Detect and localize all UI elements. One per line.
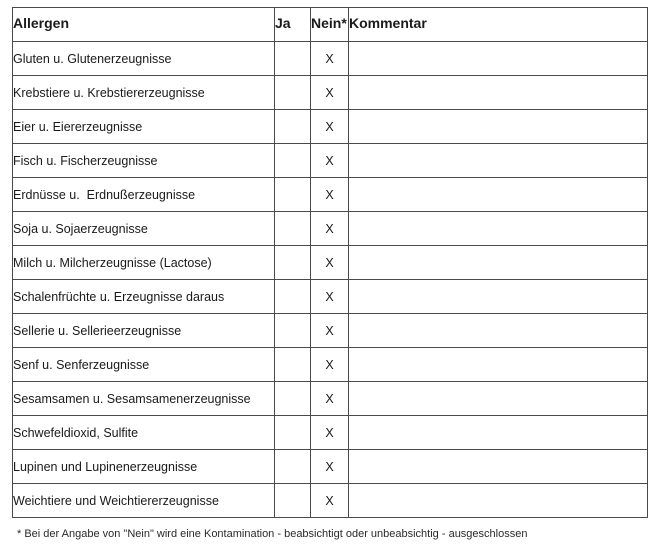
kommentar-cell bbox=[349, 110, 648, 144]
allergen-name: Weichtiere und Weichtiererzeugnisse bbox=[13, 484, 275, 518]
table-row bbox=[13, 450, 648, 484]
allergen-name: Lupinen und Lupinenerzeugnisse bbox=[13, 450, 275, 484]
kommentar-cell bbox=[349, 42, 648, 76]
table-row bbox=[13, 314, 648, 348]
kommentar-cell bbox=[349, 314, 648, 348]
allergen-name: Krebstiere u. Krebstiererzeugnisse bbox=[13, 76, 275, 110]
header-kommentar: Kommentar bbox=[349, 8, 648, 42]
allergen-name: Schalenfrüchte u. Erzeugnisse daraus bbox=[13, 280, 275, 314]
nein-cell: X bbox=[311, 178, 349, 212]
nein-cell: X bbox=[311, 280, 349, 314]
kommentar-cell bbox=[349, 178, 648, 212]
allergen-name: Fisch u. Fischerzeugnisse bbox=[13, 144, 275, 178]
table-row bbox=[13, 382, 648, 416]
ja-cell bbox=[275, 144, 311, 178]
allergen-sheet bbox=[12, 7, 648, 518]
ja-cell bbox=[275, 42, 311, 76]
table-row bbox=[13, 212, 648, 246]
nein-cell: X bbox=[311, 42, 349, 76]
kommentar-cell bbox=[349, 212, 648, 246]
allergen-name: Eier u. Eiererzeugnisse bbox=[13, 110, 275, 144]
ja-cell bbox=[275, 246, 311, 280]
nein-cell: X bbox=[311, 416, 349, 450]
kommentar-cell bbox=[349, 484, 648, 518]
ja-cell bbox=[275, 484, 311, 518]
ja-cell bbox=[275, 76, 311, 110]
table-header-row bbox=[13, 8, 648, 42]
nein-cell: X bbox=[311, 212, 349, 246]
nein-cell: X bbox=[311, 246, 349, 280]
table-body bbox=[13, 42, 648, 518]
nein-cell: X bbox=[311, 314, 349, 348]
table-row bbox=[13, 416, 648, 450]
nein-cell: X bbox=[311, 144, 349, 178]
nein-cell: X bbox=[311, 450, 349, 484]
allergen-name: Schwefeldioxid, Sulfite bbox=[13, 416, 275, 450]
kommentar-cell bbox=[349, 144, 648, 178]
allergen-name: Sellerie u. Sellerieerzeugnisse bbox=[13, 314, 275, 348]
ja-cell bbox=[275, 450, 311, 484]
table-row bbox=[13, 42, 648, 76]
header-ja: Ja bbox=[275, 8, 311, 42]
kommentar-cell bbox=[349, 416, 648, 450]
allergen-name: Erdnüsse u. Erdnußerzeugnisse bbox=[13, 178, 275, 212]
table-row bbox=[13, 76, 648, 110]
ja-cell bbox=[275, 382, 311, 416]
footnote: * Bei der Angabe von "Nein" wird eine Kontamination - beabsichtigt oder unbeabsichtig - ausgeschlossen bbox=[17, 528, 528, 540]
nein-cell: X bbox=[311, 76, 349, 110]
header-nein: Nein* bbox=[311, 8, 349, 42]
allergen-table bbox=[12, 7, 648, 518]
nein-cell: X bbox=[311, 382, 349, 416]
table-row bbox=[13, 484, 648, 518]
ja-cell bbox=[275, 280, 311, 314]
table-row bbox=[13, 178, 648, 212]
kommentar-cell bbox=[349, 76, 648, 110]
kommentar-cell bbox=[349, 382, 648, 416]
nein-cell: X bbox=[311, 484, 349, 518]
header-allergen: Allergen bbox=[13, 8, 275, 42]
allergen-name: Milch u. Milcherzeugnisse (Lactose) bbox=[13, 246, 275, 280]
ja-cell bbox=[275, 416, 311, 450]
kommentar-cell bbox=[349, 348, 648, 382]
table-row bbox=[13, 144, 648, 178]
allergen-name: Soja u. Sojaerzeugnisse bbox=[13, 212, 275, 246]
table-row bbox=[13, 348, 648, 382]
kommentar-cell bbox=[349, 450, 648, 484]
ja-cell bbox=[275, 314, 311, 348]
ja-cell bbox=[275, 178, 311, 212]
table-row bbox=[13, 246, 648, 280]
nein-cell: X bbox=[311, 110, 349, 144]
table-row bbox=[13, 110, 648, 144]
allergen-name: Senf u. Senferzeugnisse bbox=[13, 348, 275, 382]
table-row bbox=[13, 280, 648, 314]
ja-cell bbox=[275, 348, 311, 382]
kommentar-cell bbox=[349, 280, 648, 314]
kommentar-cell bbox=[349, 246, 648, 280]
nein-cell: X bbox=[311, 348, 349, 382]
allergen-name: Sesamsamen u. Sesamsamenerzeugnisse bbox=[13, 382, 275, 416]
ja-cell bbox=[275, 212, 311, 246]
ja-cell bbox=[275, 110, 311, 144]
allergen-name: Gluten u. Glutenerzeugnisse bbox=[13, 42, 275, 76]
